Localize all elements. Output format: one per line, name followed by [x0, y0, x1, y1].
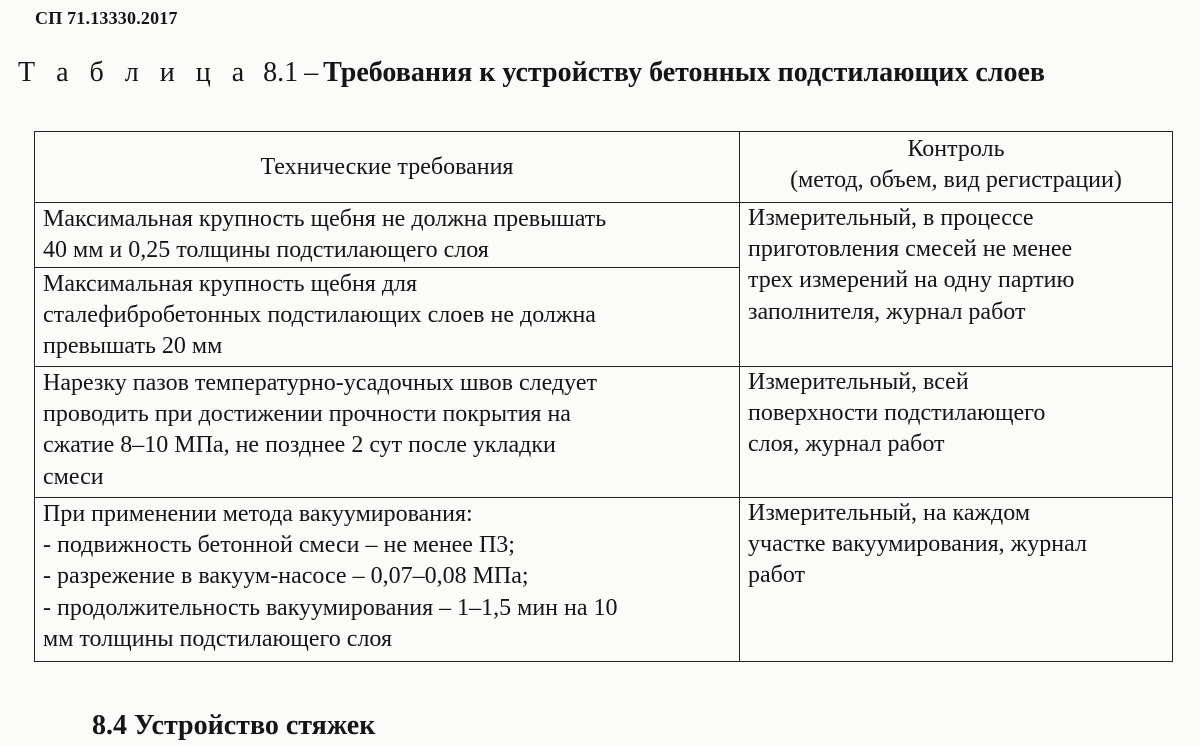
control-line: поверхности подстилающего: [748, 400, 1046, 427]
requirement-line: сжатие 8–10 МПа, не позднее 2 сут после укладки: [43, 432, 556, 459]
control-line: слоя, журнал работ: [748, 431, 945, 458]
control-line: участке вакуумирования, журнал: [748, 531, 1087, 558]
table-title: [18, 59, 1045, 87]
control-line: Измерительный, на каждом: [748, 500, 1030, 526]
requirement-line: Нарезку пазов температурно-усадочных швов следует: [43, 370, 597, 396]
requirement-line: При применении метода вакуумирования:: [43, 501, 473, 527]
requirement-line: мм толщины подстилающего слоя: [43, 625, 392, 652]
control-line: Измерительный, всей: [748, 369, 969, 395]
header-control-title: Контроль: [907, 136, 1005, 162]
control-line: работ: [748, 562, 806, 589]
control-cell: [740, 203, 1173, 367]
requirement-line: 40 мм и 0,25 толщины подстилающего слоя: [43, 237, 489, 264]
document-code: СП 71.13330.2017: [35, 8, 178, 28]
requirements-table: [34, 131, 1173, 662]
requirement-line: превышать 20 мм: [43, 333, 223, 360]
control-line: заполнителя, журнал работ: [748, 298, 1026, 325]
table-dash: –: [304, 57, 319, 88]
requirement-line: сталефибробетонных подстилающих слоев не должна: [43, 302, 596, 329]
requirement-cell: [35, 367, 740, 498]
table-row: [35, 203, 1173, 268]
requirement-line: Максимальная крупность щебня для: [43, 271, 418, 297]
table-row: [35, 498, 1173, 662]
requirement-line: проводить при достижении прочности покрытия на: [43, 401, 571, 428]
table-header-row: [35, 132, 1173, 203]
table-number: 8.1: [263, 57, 299, 88]
header-control-subtitle: (метод, объем, вид регистрации): [790, 167, 1122, 194]
requirement-line: - подвижность бетонной смеси – не менее П3;: [43, 532, 515, 559]
control-line: Измерительный, в процессе: [748, 205, 1034, 231]
control-cell: [740, 498, 1173, 662]
table-caption: Требования к устройству бетонных подстилающих слоев: [323, 57, 1046, 88]
header-technical-requirements: Технические требования: [35, 132, 740, 203]
requirement-cell: [35, 268, 740, 367]
requirement-cell: [35, 203, 740, 268]
requirement-cell: [35, 498, 740, 662]
requirement-line: - продолжительность вакуумирования – 1–1,5 мин на 10: [43, 594, 618, 621]
header-control: [740, 132, 1173, 203]
control-cell: [740, 367, 1173, 498]
control-line: трех измерений на одну партию: [748, 267, 1075, 294]
table-label: Т а б л и ц а: [18, 57, 252, 88]
control-line: приготовления смесей не менее: [748, 236, 1073, 263]
table-row: [35, 367, 1173, 498]
section-heading: 8.4 Устройство стяжек: [92, 710, 376, 741]
requirement-line: смеси: [43, 463, 104, 490]
requirement-line: Максимальная крупность щебня не должна превышать: [43, 206, 607, 232]
requirement-line: - разрежение в вакуум-насосе – 0,07–0,08 МПа;: [43, 563, 529, 590]
